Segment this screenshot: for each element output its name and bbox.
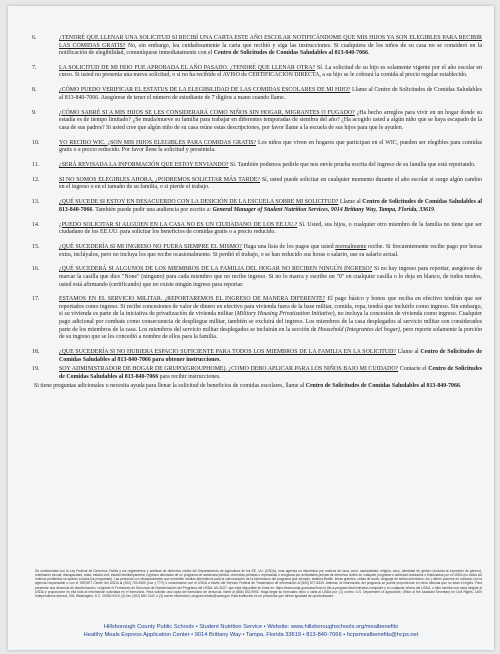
closing-text-segment: . bbox=[459, 383, 462, 390]
faq-text-segment: Centro de Solicitudes de Comidas Saludables al 813-840-7066 bbox=[59, 366, 483, 380]
faq-number: 9. bbox=[32, 109, 37, 116]
faq-text-segment: , pero reporte solamente la porción de su ingreso que se les concedió a nombre de ellos para la familia. bbox=[59, 326, 483, 341]
faq-text-segment: Military Housing Privatization Initiative bbox=[236, 311, 333, 318]
faq-number: 12. bbox=[32, 176, 40, 183]
faq-text bbox=[59, 349, 482, 364]
faq-number: 19. bbox=[32, 366, 40, 373]
faq-number: 8. bbox=[32, 87, 37, 94]
faq-text bbox=[59, 296, 482, 341]
faq-text-segment: ¿QUE SUCEDERÍA SI NO HUBIERA ESPACIO SUFICIENTE PARA TODOS LOS MIEMBROS DE LA FAMILIA EN LA SOLICITUD? bbox=[59, 348, 396, 355]
footer-email-link[interactable]: hcpsmealbenefits@hcps.net bbox=[346, 632, 419, 638]
faq-number: 13. bbox=[32, 199, 40, 206]
faq-number: 18. bbox=[32, 348, 40, 355]
faq-item bbox=[32, 222, 482, 237]
faq-text-segment: ¿QUÉ SUCEDE SI ESTOY EN DESACUERDO CON LA DESICIÓN DE LA ESCUELA SOBRE MI SOLICITUD? bbox=[59, 199, 339, 206]
faq-text-segment: General Manager of Student Nutrition Services, 9014 Brittany Way, Tampa, Florida, 33619 bbox=[212, 206, 435, 213]
faq-number: 16. bbox=[32, 266, 40, 273]
faq-text-segment: ¿QUÉ SUCEDERÁ SI ALGUNOS DE LOS MIEMBROS DE LA FAMILIA DEL HOGAR NO RECIBEN NINGÚN INGRESO? bbox=[59, 266, 373, 273]
faq-text-segment: ESTAMOS EN EL SERVICIO MILITAR. ¿REPORTAREMOS EL INGRESO DE MANERA DIFERENTE? bbox=[59, 296, 326, 303]
faq-text-segment: Sí, usted puede solicitar en cualquier momento durante el año escolar si surge algún cambio en el ingreso o en el tamaño de su familia, o si pierde el trabajo. bbox=[59, 176, 482, 191]
faq-text-segment: Sí. La solicitud de su hijo es solamente vigente por el año escolar en curso. Si usted no presenta una nueva solicitud, o si no ha recibido el AVISO de CERTIFICACIÓN DIRECTA, a su hijo se le cobrará la comida al precio regular establecido. bbox=[59, 64, 482, 79]
faq-text-segment: Llame al bbox=[338, 199, 363, 206]
faq-text-segment: ¿QUÉ SUCEDERÍA SI MI INGRESO NO FUERA SIEMPRE EL MISMO? bbox=[59, 244, 242, 251]
faq-text-segment: Centro de Solicitudes de Comidas Saludables al 813-840-7066 bbox=[59, 199, 483, 213]
faq-text-segment: Si no hay ingreso para reportar, asegúrese de marcar la casilla que dice "None" (ninguno) para cada miembro que no recibe ingreso. Si no lo marca y escribe un "0" en cualquier casilla o lo deja en blanco, de todos modos, usted está afirmando (certificando) que no existe ningún ingreso para reportar. bbox=[59, 266, 482, 288]
faq-item bbox=[32, 177, 482, 192]
faq-text-segment: Contacte el bbox=[398, 366, 429, 373]
faq-text-segment: Los niños que viven en hogares que participan en el WIC, pueden ser elegibles para comidas gratis o a precio reducido. Por favor llene la solicitud y preséntela. bbox=[59, 139, 483, 154]
faq-text bbox=[59, 266, 482, 289]
faq-item bbox=[32, 140, 482, 155]
faq-text-segment: . bbox=[434, 206, 436, 213]
faq-text-segment: normalmente bbox=[335, 244, 367, 251]
faq-text bbox=[59, 366, 482, 381]
faq-text-segment: Haga una lista de los pagos que usted bbox=[241, 244, 336, 251]
faq-text bbox=[59, 140, 482, 155]
faq-item bbox=[32, 65, 482, 80]
faq-item bbox=[32, 162, 482, 170]
faq-text-segment: No, sin embargo, lea cuidadosamente la carta que recibió y siga las instrucciones. Si cualquiera de los niños de su casa no se consideró en la notificación de elegibilidad, comuníquese inmediatamente con el bbox=[59, 42, 482, 57]
faq-text-segment: ¿CÓMO PUEDO VERIFICAR EL ESTATUS DE LA ELEGIBILIDAD DE LAS COMIDAS ESCOLARES DE MI HIJO? bbox=[59, 87, 351, 94]
faq-text bbox=[59, 199, 482, 214]
faq-item bbox=[32, 244, 482, 259]
faq-item bbox=[32, 87, 482, 102]
page-footer bbox=[8, 623, 494, 639]
faq-text bbox=[59, 162, 482, 170]
faq-item bbox=[32, 296, 482, 341]
footer-line-2 bbox=[8, 631, 494, 639]
closing-text-segment: Centro de Solicitudes de Comidas Saludables al 813-840-7066 bbox=[305, 383, 460, 390]
faq-text-segment: Centro de Solicitudes de Comidas Saludables al 813-840-7066 bbox=[213, 50, 368, 57]
faq-item bbox=[32, 349, 482, 364]
faq-text-segment: ¿Ha hecho arreglos para vivir en un hogar donde su estadía es de tiempo limitado? ¿Se muda/mueve su familia para trabajar en diferentes temporadas de siembra del año? ¿Ha acogido usted a algún niño que se haya escapado de la casa de sus padres? Si usted cree que algún niño de su casa reúne estas descripciones, por favor llame a la escuela de sus hijos para que le ayuden. bbox=[59, 109, 482, 131]
faq-item bbox=[32, 366, 482, 381]
faq-number: 6. bbox=[32, 35, 37, 41]
faq-text-segment: ¿CÓMO SABRÉ SI A MIS HIJOS SE LES CONSIDERARÁ COMO NIÑOS SIN HOGAR, MIGRANTES O FUGADO? bbox=[59, 109, 355, 116]
faq-text-segment: SOY ADMINISTRADOR DE HOGAR DE GRUPO(GROUPHOME). ¿COMO DEBO APLICAR PARA LOS NIÑOS BAJO MI CUIDADO? bbox=[59, 366, 399, 373]
faq-text-segment: LA SOLICITUD DE MI HIJO FUE APROBADA EL AÑO PASADO. ¿TENDRÉ QUE LLENAR OTRA? bbox=[59, 64, 316, 71]
faq-text bbox=[59, 222, 482, 237]
faq-text bbox=[59, 65, 482, 80]
footer-line-1: Hillsborough County Public Schools • Student Nutrition Service • Website: www.hillsboroughschools.org/mealbenefits bbox=[103, 624, 399, 630]
faq-text-segment: para recibir instrucciones. bbox=[158, 373, 221, 380]
nondiscrimination-notice: De conformidad con la Ley Federal de Derechos Civiles y los reglamentos y políticas de derechos civiles del Departamento de Agricultura de los EE. UU. (USDA), esta agencia no discrimina por motivos de raza, color, nacionalidad, religión, sexo, identidad de género (incluida la expresión de género), orientación sexual, discapacidad, edad, estado civil, estado familiar/parental, ingresos derivados de un programa de asistencia pública, creencias políticas o represalias o venganza por actividades previas de derechos civiles en cualquier programa o actividad realizados o financiados por el USDA (no todos los motivos prohibidos se aplican a todos los programas). Las personas con discapacidades que necesiten medios alternativos para la comunicación de la información del programa (por ejemplo, sistema Braille, letras grandes, cintas de audio, lenguaje de señas americano, etc.) deben ponerse en contacto con la agencia responsable o con el TARGET Center del USDA al (202) 720-2600 (voz y TTY) o comunicarse con el USDA a través del Servicio Federal de Transmisión de Información al (800) 877-8339. Además, la información del programa se puede proporcionar en otros idiomas que no sean el inglés. Para presentar una denuncia de discriminación, complete el Formulario de Denuncia de Discriminación del Programa del USDA, AD-3027, que está disponible en línea en: https://www.usda.gov/oascr/how-to-file-a-program-discrimination-complaint y en cualquier oficina del USDA, o bien escriba una carta dirigida al USDA y proporcione en ella toda la información solicitada en el formulario. Para solicitar una copia del formulario de denuncia, llame al (866) 632-9992. Haga llegar su formulario lleno o carta al USDA por: (1) correo: U.S. Department of Agriculture, Office of the Assistant Secretary for Civil Rights, 1400 Independence Avenue, SW, Washington, D.C. 20250-9410; (2) fax: (202) 690-7442; o (3) correo electrónico: program.intake@usda.gov. Esta institución es un proveedor que ofrece igualdad de oportunidades. bbox=[35, 569, 482, 598]
faq-number: 7. bbox=[32, 64, 37, 71]
footer-address: Healthy Meals Express Application Center • 9014 Brittany Way • Tampa, Florida 33619 • 813-840-7066 • bbox=[83, 632, 347, 638]
faq-number: 10. bbox=[32, 139, 40, 146]
faq-text-segment: recibe. Si frecuentemente recibe pago por horas extra, inclúyalos, pero no incluya los que recibe ocasionalmente. Si perdió el trabajo, o se han reducido sus horas o salario, use su salario actual. bbox=[59, 244, 482, 258]
faq-number: 14. bbox=[32, 221, 40, 228]
faq-number: 15. bbox=[32, 244, 40, 251]
faq-text-segment: . También puede pedir una audiencia por escrito a: bbox=[92, 206, 213, 213]
faq-text-segment: Llame al Centro de Solicitudes de Comidas Saludables al 813-840-7066. Asegúrese de tener el número de estudiante de 7 dígitos a mano cuando llame. bbox=[59, 87, 482, 101]
faq-text bbox=[59, 110, 482, 133]
faq-list bbox=[32, 35, 482, 391]
faq-text-segment: . bbox=[367, 50, 370, 57]
faq-text-segment: ¿SERÁ REVISADA LA INFORMACIÓN QUE ESTOY ENVIANDO? bbox=[59, 162, 229, 169]
faq-text-segment: Sí. Usted, sus hijos, o cualquier otro miembro de la familia no tiene que ser ciudadano de los EE.UU. para solicitar los beneficios de comidas gratis o a precio reducido. bbox=[59, 221, 483, 236]
faq-text-segment: SI NO SOMOS ELEGIBLES AHORA, ¿PODREMOS SOLICITAR MÁS TARDE? bbox=[59, 176, 260, 183]
faq-text-segment: ), no incluya la concesión de vivienda como ingreso. Cualquier pago adicional por combate como consecuencia de despliegue militar, también se excluirá del ingreso. Los miembros de la casa desplegados al servicio militar son considerados parte de los miembros de la casa. Los miembros del servicio militar desplegados se incluirán en la sección de bbox=[59, 311, 482, 333]
faq-text-segment: ¿PUEDO SOLICITAR SI ALGUIEN EN LA CASA NO ES UN CIUDADANO DE LOS EE.UU.? bbox=[59, 221, 298, 228]
faq-text bbox=[59, 35, 482, 58]
faq-item bbox=[32, 199, 482, 214]
faq-number: 17. bbox=[32, 296, 40, 303]
faq-text bbox=[59, 177, 482, 192]
faq-text-segment: Llame al bbox=[396, 348, 421, 355]
faq-text-segment: Sí. También podemos pedirle que nos envíe prueba escrita del ingreso de su familia que está reportando. bbox=[228, 162, 476, 169]
faq-item bbox=[32, 266, 482, 289]
faq-text-segment: El pago básico y bonos que reciba en efectivo tendrán que ser reportados como ingreso. Si recibe concesiones de valor de dinero en efectivo para vivienda fuera de la base militar, comida, ropa, tendrá que incluirlo como ingreso. Sin embargo, si su vivienda es parte de la iniciativa de privatización de vivienda militar ( bbox=[59, 296, 482, 318]
faq-text-segment: ¿TENDRÉ QUE LLENAR UNA SOLICITUD SI RECIBÍ UNA CARTA ESTE AÑO ESCOLAR NOTIFICÁNDOME QUE MIS HIJOS YA SON ELEGIBLES PARA RECIBIR LAS COMIDAS GRATIS? bbox=[59, 35, 482, 49]
faq-text-segment: YO RECIBO WIC. ¿SON MIS HIJOS ELEGIBLES PARA COMIDAS GRATIS? bbox=[59, 139, 257, 146]
faq-text bbox=[59, 87, 482, 102]
faq-item bbox=[32, 35, 482, 58]
faq-item bbox=[32, 110, 482, 133]
closing-text-segment: Si tiene preguntas adicionales o necesita ayuda para llenar la solicitud de beneficios de comidas escolares, llame al bbox=[34, 383, 306, 390]
closing-paragraph bbox=[32, 383, 482, 391]
faq-text bbox=[59, 244, 482, 259]
faq-text-segment: Household (Integrantes del hogar) bbox=[317, 326, 400, 333]
faq-number: 11. bbox=[32, 162, 40, 169]
document-page bbox=[8, 6, 494, 650]
faq-text-segment: Centro de Solicitudes de Comidas Saludables al 813-840-7066 para obtener instrucciones. bbox=[59, 348, 482, 363]
